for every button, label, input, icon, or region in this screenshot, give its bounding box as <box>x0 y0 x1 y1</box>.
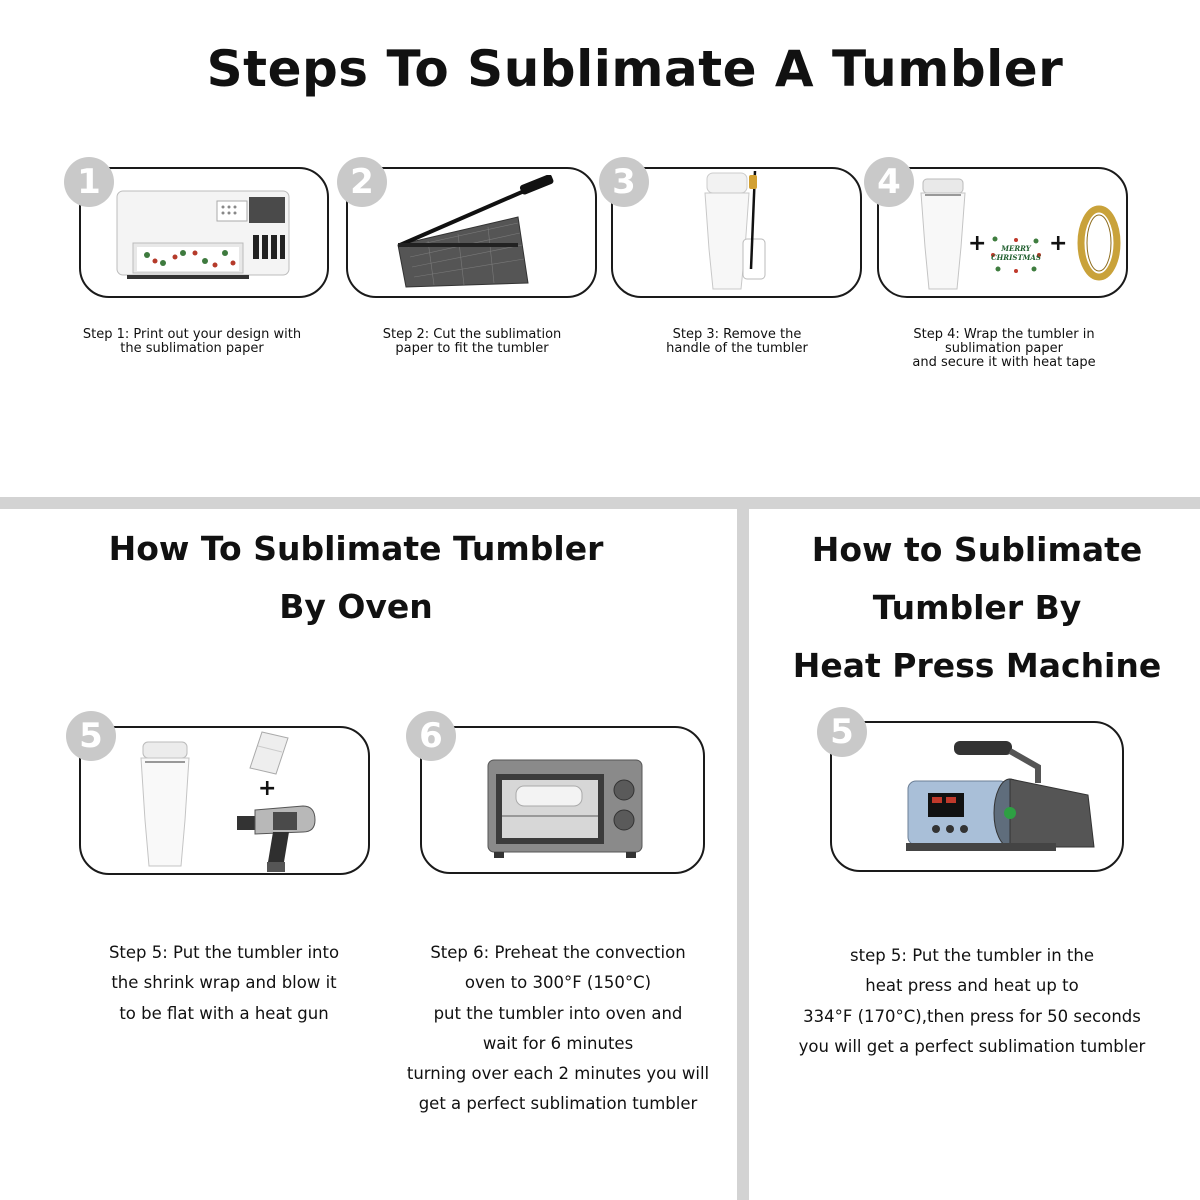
oven-step-5-card <box>79 726 370 875</box>
page-title: Steps To Sublimate A Tumbler <box>206 40 1064 98</box>
press-step-5-card <box>830 721 1124 872</box>
vertical-divider <box>737 509 749 1200</box>
step-3-caption: Step 3: Remove the handle of the tumbler <box>666 327 808 356</box>
press-step-5-text: step 5: Put the tumbler in the heat press and heat up to 334°F (170°C),then press for 50 seconds you will get a perfect sublimation tumbler <box>798 946 1146 1056</box>
press-step-5-badge: 5 <box>817 707 867 757</box>
plus-2: + <box>1049 231 1068 256</box>
step-1-card <box>79 167 329 298</box>
paper-text-1: MERRY <box>1001 244 1031 253</box>
heat-tape-icon <box>1075 205 1123 281</box>
oven-step-5-text: Step 5: Put the tumbler into the shrink wrap and blow it to be flat with a heat gun <box>108 943 340 1023</box>
oven-step-6-text: Step 6: Preheat the convection oven to 300°F (150°C) put the tumbler into oven and wait for 6 minutes turning over each 2 minutes you will get a perfect sublimation tumbler <box>406 943 710 1114</box>
shrink-wrap-tumbler-icon <box>137 740 193 870</box>
step-3-card <box>611 167 862 298</box>
step-4-badge: 4 <box>864 157 914 207</box>
step-4-card <box>877 167 1128 298</box>
step-4-caption: Step 4: Wrap the tumbler in sublimation paper and secure it with heat tape <box>912 327 1096 370</box>
heat-gun-icon <box>233 802 323 875</box>
christmas-paper-icon <box>990 235 1042 275</box>
shrink-wrap-icon <box>248 730 290 776</box>
printer-icon <box>113 183 293 293</box>
step-1-badge: 1 <box>64 157 114 207</box>
press-section-title: How to Sublimate Tumbler By Heat Press Machine <box>792 530 1162 685</box>
step-2-badge: 2 <box>337 157 387 207</box>
toaster-oven-icon <box>486 756 646 860</box>
oven-step-6-badge: 6 <box>406 711 456 761</box>
tumbler-no-handle-icon <box>693 169 783 298</box>
step-3-badge: 3 <box>599 157 649 207</box>
step-2-caption: Step 2: Cut the sublimation paper to fit the tumbler <box>382 327 562 356</box>
oven-step-6-card <box>420 726 705 874</box>
paper-cutter-icon <box>388 175 558 293</box>
paper-text-2: CHRISTMAS <box>991 253 1041 262</box>
tumbler-heat-press-icon <box>898 737 1098 861</box>
horizontal-divider <box>0 497 1200 509</box>
plus-sign: + <box>258 776 277 801</box>
plus-1: + <box>968 231 987 256</box>
tumbler-icon <box>917 177 969 293</box>
oven-step-5-badge: 5 <box>66 711 116 761</box>
step-1-caption: Step 1: Print out your design with the sublimation paper <box>82 327 302 356</box>
oven-section-title: How To Sublimate Tumbler By Oven <box>108 529 604 626</box>
